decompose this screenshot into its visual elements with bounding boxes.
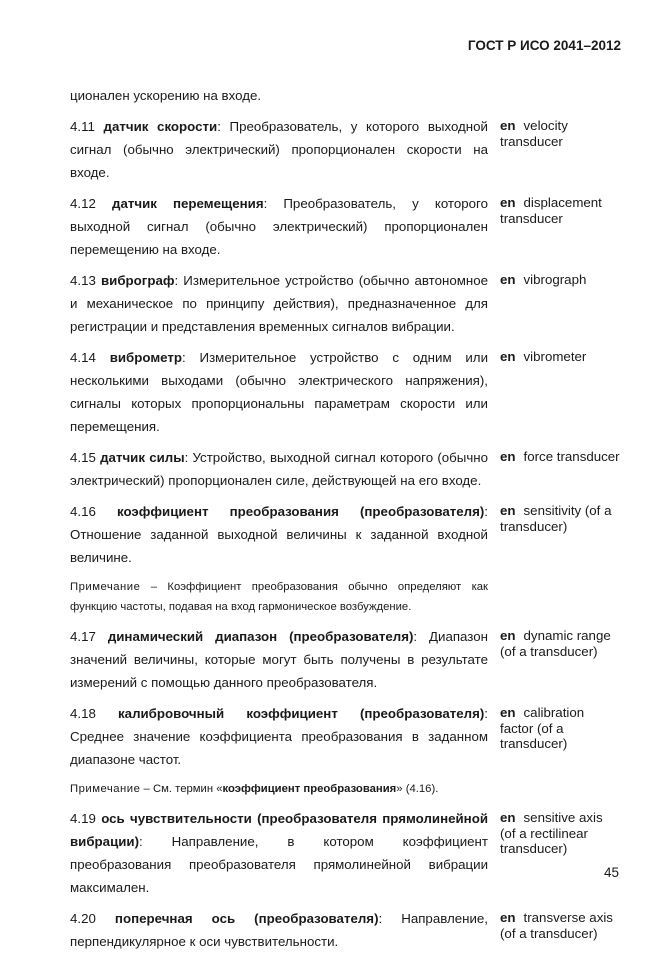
term-translation	[500, 702, 620, 771]
english-term: sensitive axis (of a rectilinear transducer)	[500, 810, 603, 856]
definition-text: : Измерительное устройство (обычно автономное и механическое по принципу действия), предназначенное для регистрации и представления временных сигналов вибрации.	[70, 273, 488, 334]
definition-text: : Отношение заданной выходной величины к заданной входной величине.	[70, 504, 488, 565]
term-number: 4.11	[70, 119, 95, 134]
definition-text: : Направление, в котором коэффициент преобразования преобразователя прямолинейной вибрации максимален.	[70, 834, 488, 895]
term-entry-4-12	[70, 192, 622, 261]
term-translation	[500, 269, 620, 338]
term-translation	[500, 115, 620, 184]
term-definition	[70, 115, 488, 184]
page-header: ГОСТ Р ИСО 2041–2012	[467, 38, 621, 53]
language-code: en	[500, 118, 516, 133]
term-definition	[70, 446, 488, 492]
term-entry-4-15	[70, 446, 622, 492]
language-code: en	[500, 195, 516, 210]
term-name: поперечная ось (преобразователя)	[114, 911, 379, 926]
term-translation	[500, 192, 620, 261]
term-translation	[500, 500, 620, 569]
language-code: en	[500, 810, 516, 825]
term-number: 4.14	[70, 350, 96, 365]
note-text-after: » (4.16).	[396, 783, 439, 795]
english-term: calibration factor (of a transducer)	[500, 705, 585, 751]
language-code: en	[500, 705, 516, 720]
english-term: vibrometer	[523, 349, 587, 364]
note-text: – Коэффициент преобразования обычно определяют как функцию частоты, подавая на вход гармоническое возбуждение.	[70, 581, 488, 613]
term-name: датчик силы	[100, 450, 185, 465]
note-4-16	[70, 577, 488, 617]
english-term: displacement transducer	[500, 195, 602, 226]
definition-text: : Преобразователь, у которого выходной сигнал (обычно электрический) пропорционален перемещению на входе.	[70, 196, 488, 257]
term-name: динамический диапазон (преобразователя)	[107, 629, 414, 644]
term-number: 4.19	[70, 811, 96, 826]
english-term: sensitivity (of a transducer)	[500, 503, 612, 534]
term-number: 4.16	[70, 504, 96, 519]
term-number: 4.12	[70, 196, 96, 211]
language-code: en	[500, 272, 516, 287]
term-number: 4.15	[70, 450, 96, 465]
term-number: 4.18	[70, 706, 96, 721]
term-name: виброграф	[101, 273, 175, 288]
continuation-text: ционален ускорению на входе.	[70, 88, 262, 103]
term-definition	[70, 269, 488, 338]
definition-text: : Устройство, выходной сигнал которого (обычно электрический) пропорционален силе, действующей на его входе.	[70, 450, 488, 488]
term-name: датчик скорости	[103, 119, 218, 134]
term-entry-4-20	[70, 907, 622, 953]
language-code: en	[500, 349, 516, 364]
term-number: 4.17	[70, 629, 96, 644]
note-label: Примечание	[70, 581, 141, 593]
definition-text: : Направление, перпендикулярное к оси чувствительности.	[70, 911, 488, 949]
term-definition	[70, 625, 488, 694]
term-reference: коэффициент преобразования	[222, 783, 397, 795]
english-term: transverse axis (of a transducer)	[500, 910, 613, 941]
language-code: en	[500, 449, 516, 464]
english-term: vibrograph	[523, 272, 587, 287]
english-term: velocity transducer	[500, 118, 568, 149]
term-name: датчик перемещения	[112, 196, 264, 211]
term-entry-4-17	[70, 625, 622, 694]
note-4-18	[70, 779, 488, 799]
term-entry-4-19	[70, 807, 622, 899]
term-entry-4-16	[70, 500, 622, 569]
document-body	[70, 84, 622, 961]
term-definition	[70, 346, 488, 438]
term-entry-4-11	[70, 115, 622, 184]
term-entry-4-13	[70, 269, 622, 338]
term-number: 4.13	[70, 273, 96, 288]
term-name: ось чувствительности (преобразователя прямолинейной вибрации)	[70, 811, 488, 849]
language-code: en	[500, 910, 516, 925]
term-number: 4.20	[70, 911, 96, 926]
term-entry-4-14	[70, 346, 622, 438]
term-definition	[70, 807, 488, 899]
term-definition	[70, 500, 488, 569]
note-label: Примечание	[70, 783, 141, 795]
page-number: 45	[603, 865, 619, 880]
english-term: force transducer	[523, 449, 620, 464]
term-translation	[500, 446, 620, 492]
term-translation	[500, 625, 620, 694]
definition-text: : Диапазон значений величины, которые могут быть получены в результате измерений с помощью данного преобразователя.	[70, 629, 488, 690]
term-definition	[70, 702, 488, 771]
term-translation	[500, 807, 620, 899]
definition-text: : Преобразователь, у которого выходной сигнал (обычно электрический) пропорционален скорости на входе.	[70, 119, 488, 180]
language-code: en	[500, 503, 516, 518]
term-definition	[70, 907, 488, 953]
note-text-before: – См. термин «	[140, 783, 223, 795]
term-translation	[500, 346, 620, 438]
term-name: виброметр	[109, 350, 183, 365]
term-definition	[70, 192, 488, 261]
term-name: коэффициент преобразования (преобразователя)	[116, 504, 485, 519]
language-code: en	[500, 628, 516, 643]
english-term: dynamic range (of a transducer)	[500, 628, 611, 659]
definition-text: : Среднее значение коэффициента преобразования в заданном диапазоне частот.	[70, 706, 488, 767]
term-translation	[500, 907, 620, 953]
definition-text: : Измерительное устройство с одним или несколькими выходами (обычно электрического напряжения), сигналы которых пропорциональны параметрам скорости или перемещения.	[70, 350, 488, 434]
term-entry-4-18	[70, 702, 622, 771]
term-name: калибровочный коэффициент (преобразователя)	[118, 706, 485, 721]
